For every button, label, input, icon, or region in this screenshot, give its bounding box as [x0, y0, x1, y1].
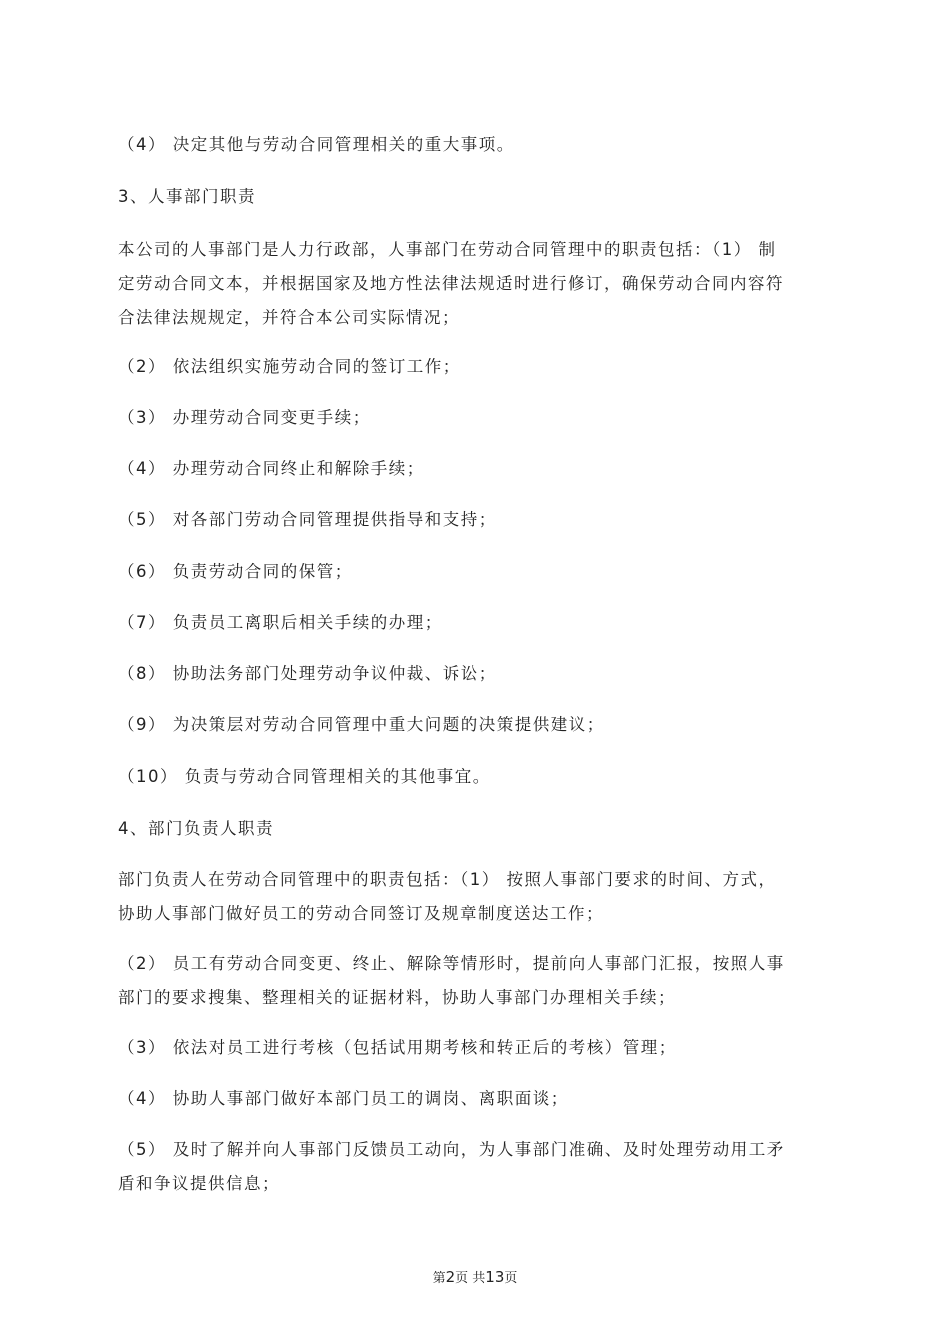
footer-prefix: 第: [432, 1271, 446, 1286]
list-item: （4） 办理劳动合同终止和解除手续；: [118, 459, 425, 478]
page-footer: [0, 1268, 950, 1288]
list-item: （8） 协助法务部门处理劳动争议仲裁、诉讼；: [118, 664, 497, 683]
list-item: （5） 及时了解并向人事部门反馈员工动向，为人事部门准确、及时处理劳动用工矛 盾和争议提供信息；: [118, 1140, 785, 1193]
list-item: （6） 负责劳动合同的保管；: [118, 562, 353, 581]
footer-total-pages: 13: [485, 1268, 505, 1286]
section-heading: 4、部门负责人职责: [118, 819, 274, 838]
footer-middle: 页 共: [455, 1271, 486, 1286]
footer-current-page: 2: [445, 1268, 456, 1286]
list-item: （3） 依法对员工进行考核（包括试用期考核和转正后的考核）管理；: [118, 1038, 677, 1057]
paragraph: 本公司的人事部门是人力行政部，人事部门在劳动合同管理中的职责包括：（1） 制 定劳动合同文本，并根据国家及地方性法律法规适时进行修订，确保劳动合同内容符 合法律法规规定，并符合本公司实际情况；: [118, 240, 784, 327]
paragraph: 部门负责人在劳动合同管理中的职责包括：（1） 按照人事部门要求的时间、方式， 协助人事部门做好员工的劳动合同签订及规章制度送达工作；: [118, 870, 777, 923]
list-item: （5） 对各部门劳动合同管理提供指导和支持；: [118, 510, 497, 529]
list-item: （2） 依法组织实施劳动合同的签订工作；: [118, 357, 461, 376]
paragraph: （4） 决定其他与劳动合同管理相关的重大事项。: [118, 135, 515, 154]
list-item: （10） 负责与劳动合同管理相关的其他事宜。: [118, 767, 491, 786]
list-item: （2） 员工有劳动合同变更、终止、解除等情形时，提前向人事部门汇报，按照人事 部门的要求搜集、整理相关的证据材料，协助人事部门办理相关手续；: [118, 954, 785, 1007]
section-heading: 3、人事部门职责: [118, 187, 256, 206]
list-item: （7） 负责员工离职后相关手续的办理；: [118, 613, 443, 632]
list-item: （4） 协助人事部门做好本部门员工的调岗、离职面谈；: [118, 1089, 569, 1108]
list-item: （3） 办理劳动合同变更手续；: [118, 408, 371, 427]
list-item: （9） 为决策层对劳动合同管理中重大问题的决策提供建议；: [118, 715, 605, 734]
footer-suffix: 页: [504, 1271, 518, 1286]
